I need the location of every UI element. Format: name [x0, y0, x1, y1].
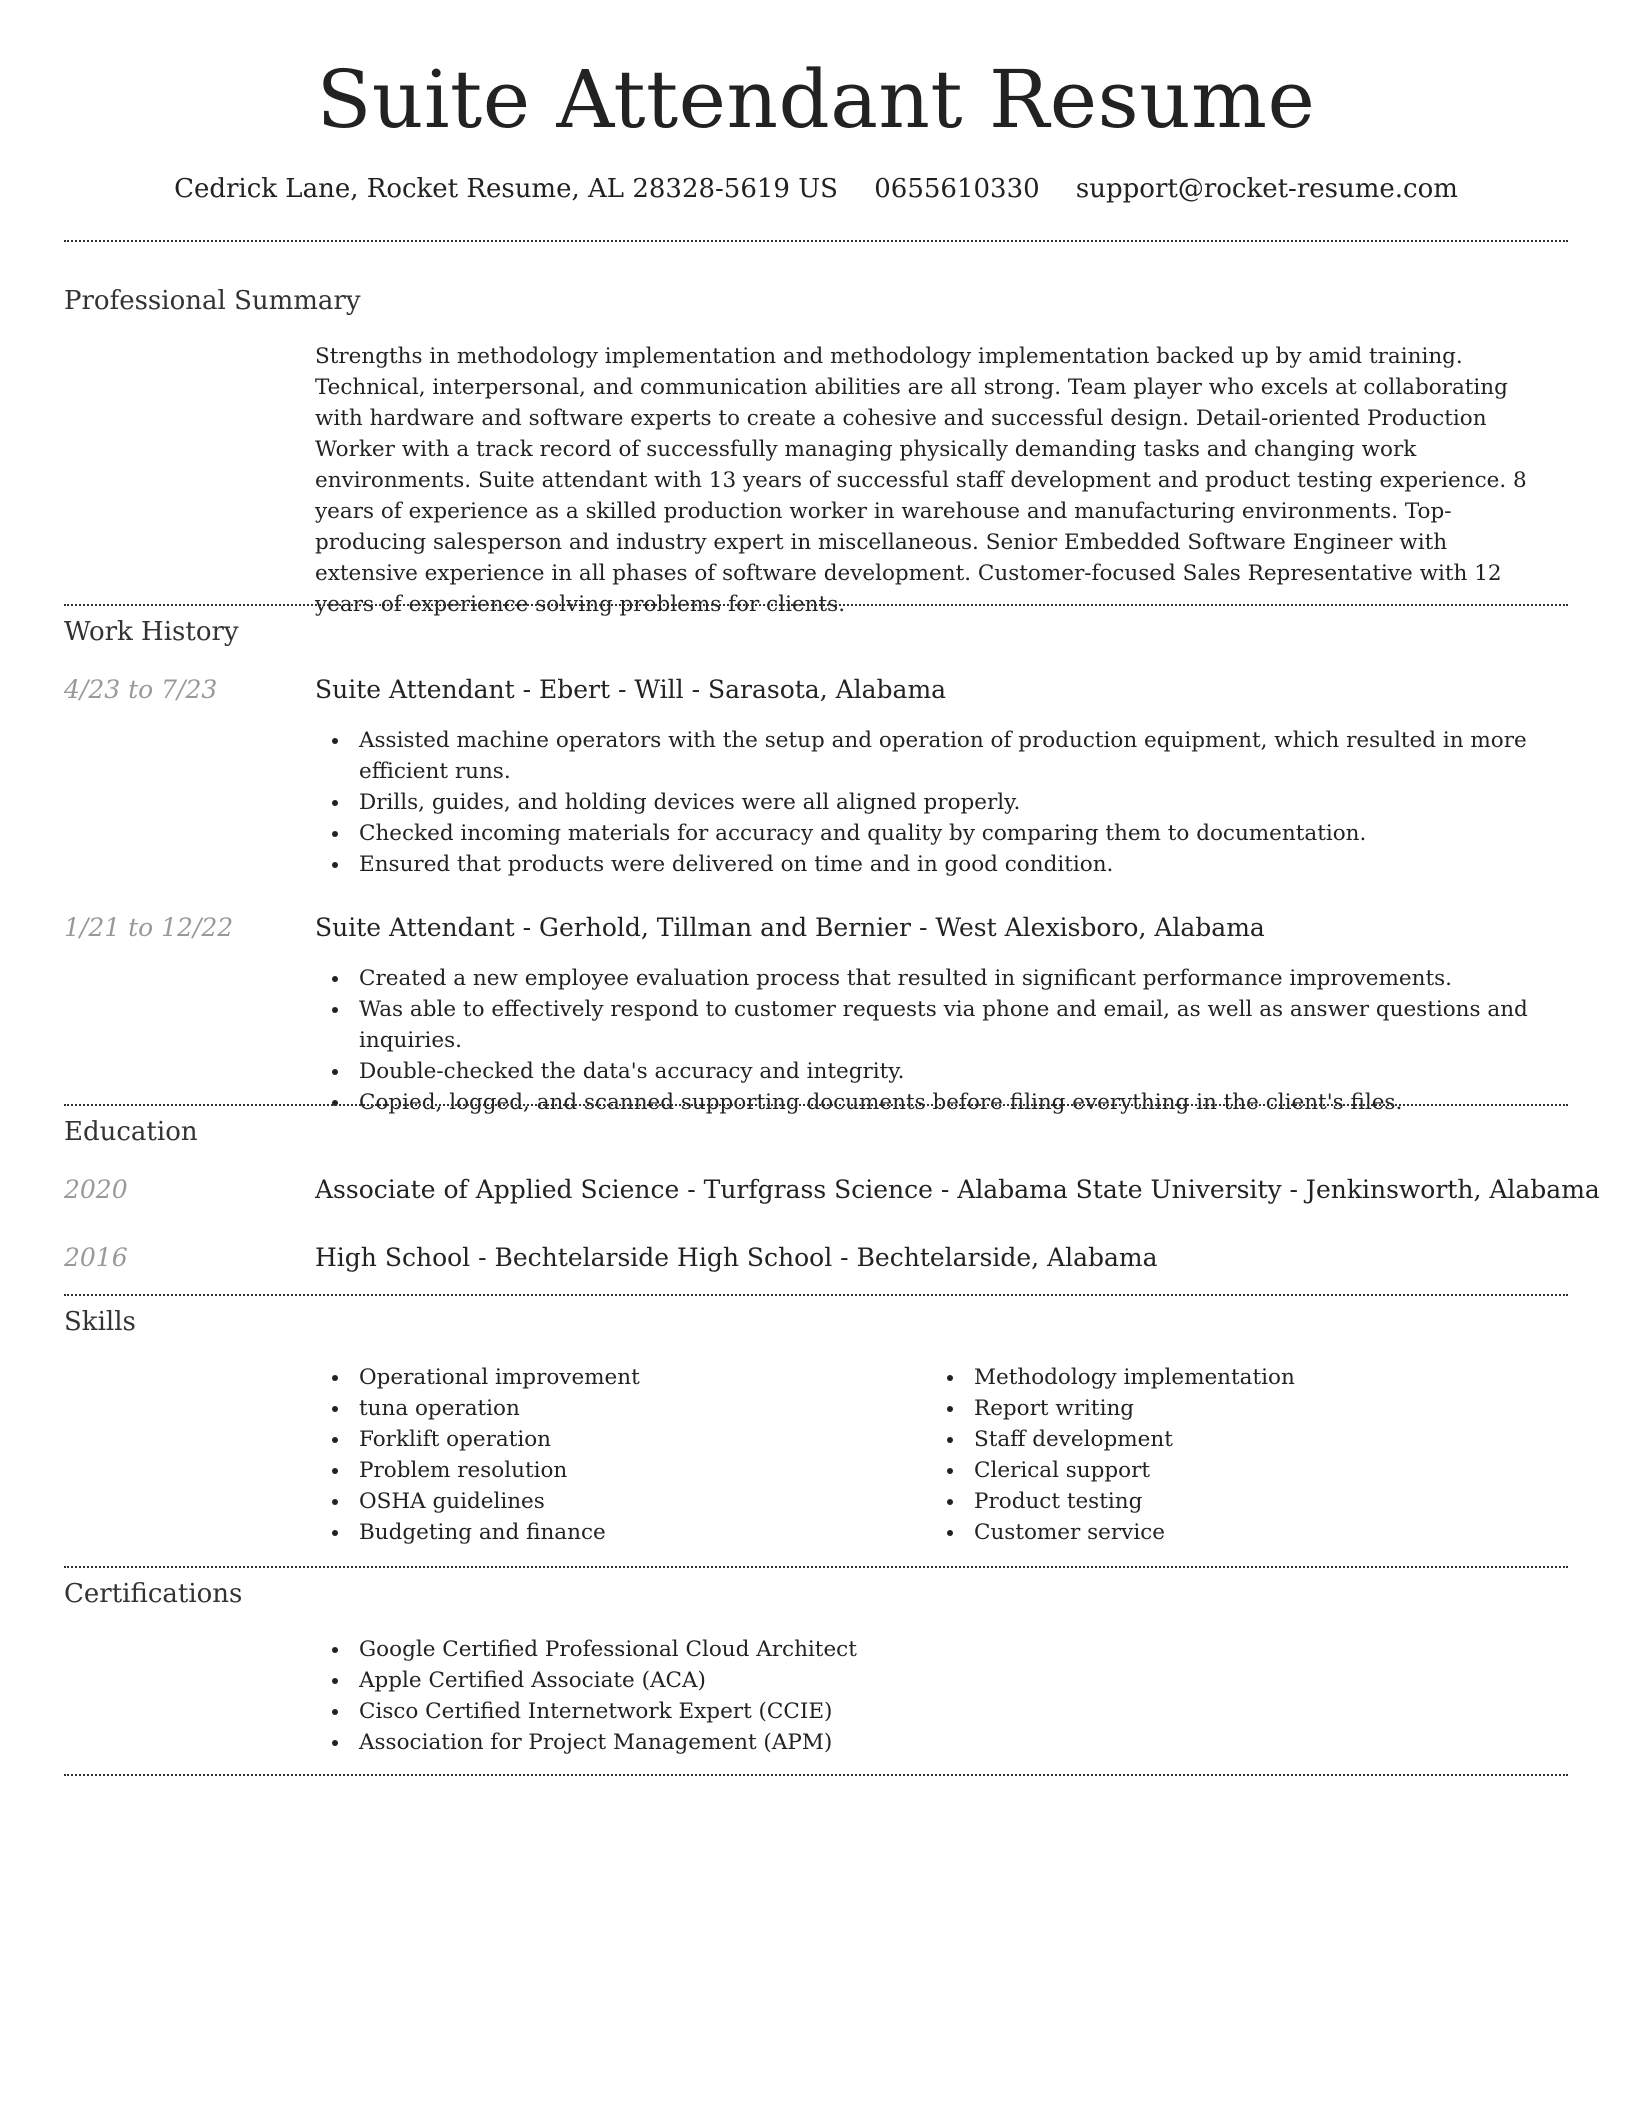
list-item: Problem resolution — [315, 1455, 875, 1486]
list-item: Clerical support — [930, 1455, 1490, 1486]
job-title: Suite Attendant - Gerhold, Tillman and Bernier - West Alexisboro, Alabama — [315, 913, 1265, 942]
divider — [64, 1294, 1568, 1296]
list-item: Assisted machine operators with the setup and operation of production equipment, which resulted in more efficient runs. — [315, 725, 1555, 787]
list-item: Staff development — [930, 1424, 1490, 1455]
list-item: Customer service — [930, 1517, 1490, 1548]
list-item: Operational improvement — [315, 1362, 875, 1393]
list-item: Checked incoming materials for accuracy and quality by comparing them to documentation. — [315, 818, 1555, 849]
contact-email: support@rocket-resume.com — [1075, 174, 1458, 204]
education-year: 2016 — [64, 1243, 128, 1272]
list-item: Drills, guides, and holding devices were all aligned properly. — [315, 787, 1555, 818]
list-item: Report writing — [930, 1393, 1490, 1424]
section-title-skills: Skills — [64, 1307, 136, 1337]
list-item: Ensured that products were delivered on time and in good condition. — [315, 849, 1555, 880]
list-item: Product testing — [930, 1486, 1490, 1517]
section-title-work-history: Work History — [64, 617, 239, 647]
section-title-certifications: Certifications — [64, 1579, 243, 1609]
certifications-list — [315, 1634, 1215, 1758]
list-item: tuna operation — [315, 1393, 875, 1424]
education-year: 2020 — [64, 1175, 128, 1204]
job-title: Suite Attendant - Ebert - Will - Sarasota, Alabama — [315, 675, 947, 704]
divider — [64, 604, 1568, 606]
list-item: Association for Project Management (APM) — [315, 1727, 1215, 1758]
contact-line — [0, 172, 1632, 206]
list-item: Apple Certified Associate (ACA) — [315, 1665, 1215, 1696]
list-item: Forklift operation — [315, 1424, 875, 1455]
list-item: Created a new employee evaluation process that resulted in significant performance improvements. — [315, 963, 1575, 994]
contact-address: Cedrick Lane, Rocket Resume, AL 28328-5619 US — [174, 174, 838, 204]
skills-list-right — [930, 1362, 1490, 1548]
education-entry: Associate of Applied Science - Turfgrass Science - Alabama State University - Jenkinsworth, Alabama — [315, 1175, 1600, 1204]
list-item: Cisco Certified Internetwork Expert (CCIE) — [315, 1696, 1215, 1727]
section-title-education: Education — [64, 1117, 198, 1147]
job-dates: 4/23 to 7/23 — [64, 675, 218, 704]
contact-phone: 0655610330 — [874, 174, 1040, 204]
list-item: Double-checked the data's accuracy and integrity. — [315, 1056, 1575, 1087]
skills-list-left — [315, 1362, 875, 1548]
list-item: Budgeting and finance — [315, 1517, 875, 1548]
list-item: Was able to effectively respond to customer requests via phone and email, as well as answer questions and inquiries. — [315, 994, 1575, 1056]
list-item: Copied, logged, and scanned supporting documents before filing everything in the client's files. — [315, 1087, 1575, 1118]
list-item: Methodology implementation — [930, 1362, 1490, 1393]
resume-title: Suite Attendant Resume — [316, 53, 1316, 146]
job-dates: 1/21 to 12/22 — [64, 913, 234, 942]
list-item: OSHA guidelines — [315, 1486, 875, 1517]
job-bullet-list — [315, 963, 1575, 1118]
divider — [64, 1566, 1568, 1568]
divider — [64, 240, 1568, 242]
section-title-summary: Professional Summary — [64, 286, 361, 316]
job-bullet-list — [315, 725, 1555, 880]
education-entry: High School - Bechtelarside High School - Bechtelarside, Alabama — [315, 1243, 1158, 1272]
divider — [64, 1774, 1568, 1776]
summary-text: Strengths in methodology implementation and methodology implementation backed up by amid training. Technical, interpersonal, and communication abilities are all strong. Team player who excels at collaborating with hardware and software experts to create a cohesive and successful design. Detail-oriented Production Worker with a track record of successfully managing physically demanding tasks and changing work environments. Suite attendant with 13 years of successful staff development and product testing experience. 8 years of experience as a skilled production worker in warehouse and manufacturing environments. Top-producing salesperson and industry expert in miscellaneous. Senior Embedded Software Engineer with extensive experience in all phases of software development. Customer-focused Sales Representative with 12 years of experience solving problems for clients. — [315, 344, 1527, 617]
divider — [64, 1104, 1568, 1106]
list-item: Google Certified Professional Cloud Architect — [315, 1634, 1215, 1665]
